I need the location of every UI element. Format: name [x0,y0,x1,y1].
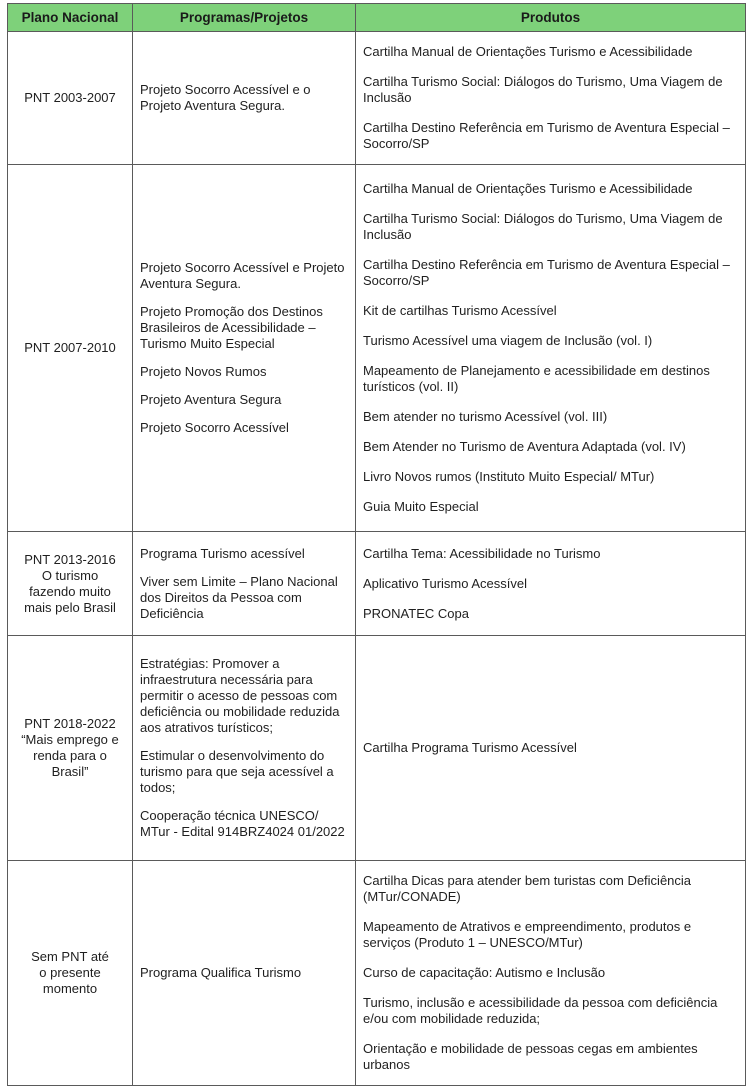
table-row [8,165,746,532]
product-item: Cartilha Dicas para atender bem turistas com Deficiência (MTur/CONADE) [363,873,692,904]
program-item: Projeto Socorro Acessível e o Projeto Aventura Segura. [140,82,311,113]
plan-cell [8,636,133,861]
product-item: Curso de capacitação: Autismo e Inclusão [363,965,606,980]
plan-cell [8,165,133,532]
product-item: Bem atender no turismo Acessível (vol. III) [363,409,608,424]
program-item: Projeto Socorro Acessível [140,420,289,435]
programs-cell [133,861,356,1086]
program-item: Programa Turismo acessível [140,545,305,561]
products-cell [356,636,746,861]
table-row [8,861,746,1086]
product-item: Aplicativo Turismo Acessível [363,575,528,591]
plan-name: PNT 2003-2007 [24,90,116,105]
programs-cell [133,532,356,636]
pnt-table [7,3,746,1086]
table-row [8,532,746,636]
program-item: Projeto Socorro Acessível e Projeto Aventura Segura. [140,260,345,291]
products-cell [356,532,746,636]
program-item: Estratégias: Promover a infraestrutura necessária para permitir o acesso de pessoas com deficiência ou mobilidade reduzida aos atrativos turísticos; [140,656,340,735]
program-item: Viver sem Limite – Plano Nacional dos Direitos da Pessoa com Deficiência [140,573,338,621]
plan-name: PNT 2018-2022 “Mais emprego e renda para o Brasil” [21,716,119,779]
product-item: Mapeamento de Planejamento e acessibilidade em destinos turísticos (vol. II) [363,363,710,394]
header-plano-nacional: Plano Nacional [8,4,133,32]
program-item: Projeto Aventura Segura [140,392,282,407]
product-item: Livro Novos rumos (Instituto Muito Especial/ MTur) [363,469,655,484]
product-item: Cartilha Turismo Social: Diálogos do Turismo, Uma Viagem de Inclusão [363,74,723,105]
program-item: Estimular o desenvolvimento do turismo para que seja acessível a todos; [140,748,334,795]
product-item: Turismo, inclusão e acessibilidade da pessoa com deficiência e/ou com mobilidade reduzida; [363,995,718,1026]
product-item: Cartilha Programa Turismo Acessível [363,740,577,755]
product-item: PRONATEC Copa [363,605,469,621]
product-item: Cartilha Turismo Social: Diálogos do Turismo, Uma Viagem de Inclusão [363,211,723,242]
program-item: Projeto Promoção dos Destinos Brasileiros de Acessibilidade – Turismo Muito Especial [140,304,323,351]
product-item: Kit de cartilhas Turismo Acessível [363,303,557,318]
plan-cell [8,32,133,165]
products-cell [356,32,746,165]
plan-cell [8,532,133,636]
plan-name: Sem PNT até o presente momento [31,949,109,996]
plan-name: PNT 2007-2010 [24,340,116,355]
header-programas-projetos: Programas/Projetos [133,4,356,32]
products-cell [356,165,746,532]
program-item: Cooperação técnica UNESCO/ MTur - Edital 914BRZ4024 01/2022 [140,808,345,839]
products-cell [356,861,746,1086]
product-item: Guia Muito Especial [363,499,479,514]
header-produtos: Produtos [356,4,746,32]
plan-name: PNT 2013-2016 O turismo fazendo muito mais pelo Brasil [24,551,116,615]
plan-cell [8,861,133,1086]
product-item: Cartilha Tema: Acessibilidade no Turismo [363,545,601,561]
table-row [8,636,746,861]
product-item: Cartilha Destino Referência em Turismo de Aventura Especial – Socorro/SP [363,120,730,151]
table-row [8,32,746,165]
programs-cell [133,165,356,532]
program-item: Programa Qualifica Turismo [140,965,302,980]
product-item: Cartilha Manual de Orientações Turismo e Acessibilidade [363,44,693,59]
product-item: Mapeamento de Atrativos e empreendimento, produtos e serviços (Produto 1 – UNESCO/MTur) [363,919,692,950]
programs-cell [133,636,356,861]
product-item: Turismo Acessível uma viagem de Inclusão (vol. I) [363,333,653,348]
product-item: Cartilha Manual de Orientações Turismo e Acessibilidade [363,181,693,196]
programs-cell [133,32,356,165]
program-item: Projeto Novos Rumos [140,364,267,379]
product-item: Bem Atender no Turismo de Aventura Adaptada (vol. IV) [363,439,686,454]
product-item: Cartilha Destino Referência em Turismo de Aventura Especial – Socorro/SP [363,257,730,288]
header-row [8,4,746,32]
product-item: Orientação e mobilidade de pessoas cegas em ambientes urbanos [363,1041,698,1072]
